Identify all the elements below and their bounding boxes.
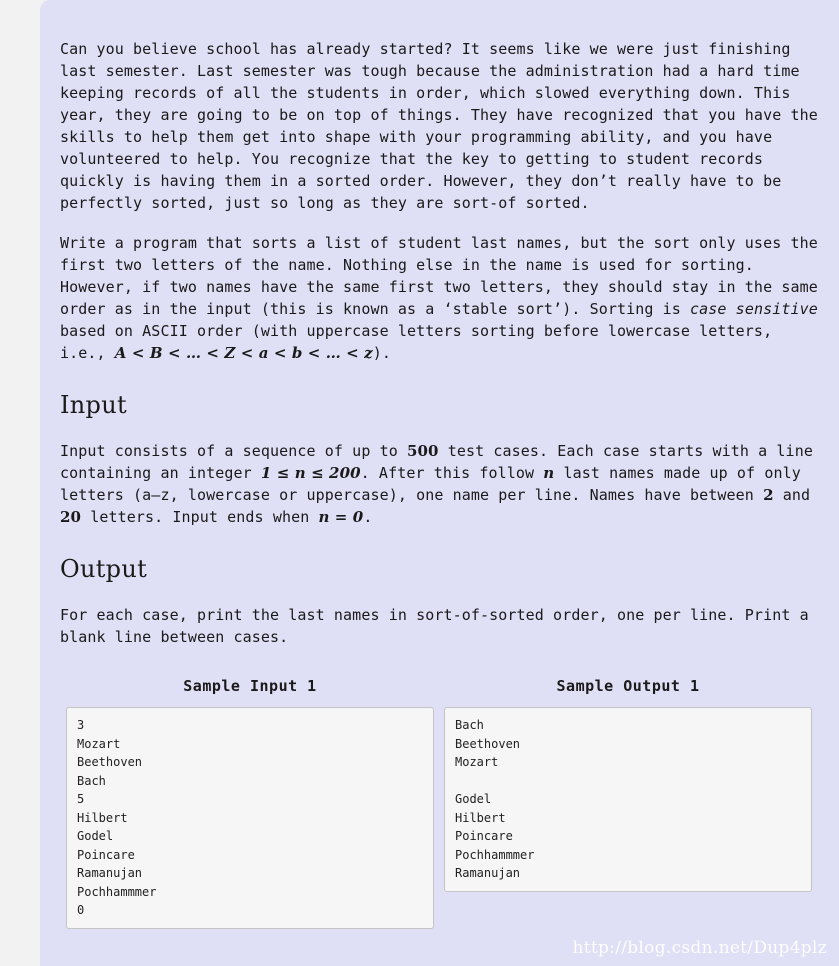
sample-output-box[interactable]: Bach Beethoven Mozart Godel Hilbert Poincare Pochhammmer Ramanujan: [444, 707, 812, 892]
input-text-3: . After this follow: [360, 464, 544, 482]
input-math-4: 2: [763, 486, 774, 504]
sample-input-box[interactable]: 3 Mozart Beethoven Bach 5 Hilbert Godel Poincare Ramanujan Pochhammmer 0: [66, 707, 434, 929]
input-paragraph: [60, 440, 820, 528]
blog-watermark: http://blog.csdn.net/Dup4plz: [572, 938, 827, 958]
statement-p2-text-a: Write a program that sorts a list of student last names, but the sort only uses the first two letters of the name. Nothing else in the name is used for sorting. However, if two names have the same first two letters, they should stay in the same order as in the input (this is known as a ‘stable sort’). Sorting is: [60, 234, 818, 318]
input-text-2: test cases. Each case starts with a line containing an integer: [60, 442, 813, 482]
input-math-2: 1 ≤ n ≤ 200: [260, 464, 361, 482]
statement-p2-emphasis: case sensitive: [690, 300, 818, 318]
input-text-5: and: [773, 486, 811, 504]
sample-output-title: Sample Output 1: [556, 677, 700, 695]
sample-input: [66, 676, 434, 929]
statement-p2-text-b: based on ASCII order (with uppercase letters sorting before lowercase letters, i.e.,: [60, 322, 773, 362]
sample-input-title: Sample Input 1: [183, 677, 317, 695]
input-math-6: n = 0: [318, 508, 364, 526]
statement-p2-text-c: ).: [372, 344, 392, 362]
sample-output: [444, 676, 812, 892]
input-math-3: n: [543, 464, 555, 482]
input-math-5: 20: [60, 508, 82, 526]
statement-p2-math: A < B < … < Z < a < b < … < z: [114, 344, 373, 362]
problem-statement: [60, 38, 820, 648]
statement-paragraph-1: Can you believe school has already started? It seems like we were just finishing last semester. Last semester was tough because the administration had a hard time keeping records of all the students in order, which slowed everything down. This year, they are going to be on top of things. They have recognized that you have the skills to help them get into shape with your programming ability, and you have volunteered to help. You recognize that the key to getting to student records quickly is having them in a sorted order. However, they don’t really have to be perfectly sorted, just so long as they are sort-of sorted.: [60, 40, 818, 212]
output-paragraph: For each case, print the last names in sort-of-sorted order, one per line. Print a blank line between cases.: [60, 606, 809, 646]
input-text-4: last names made up of only letters (a–z, lowercase or uppercase), one name per line. Names have between: [60, 464, 801, 504]
problem-panel: [40, 0, 839, 966]
input-text-6: letters. Input ends when: [81, 508, 319, 526]
input-text-7: .: [363, 508, 373, 526]
input-heading: Input: [60, 391, 127, 419]
input-math-1: 500: [406, 442, 439, 460]
output-heading: Output: [60, 555, 148, 583]
input-text-1: Input consists of a sequence of up to: [60, 442, 407, 460]
statement-paragraph-2: [60, 232, 820, 364]
